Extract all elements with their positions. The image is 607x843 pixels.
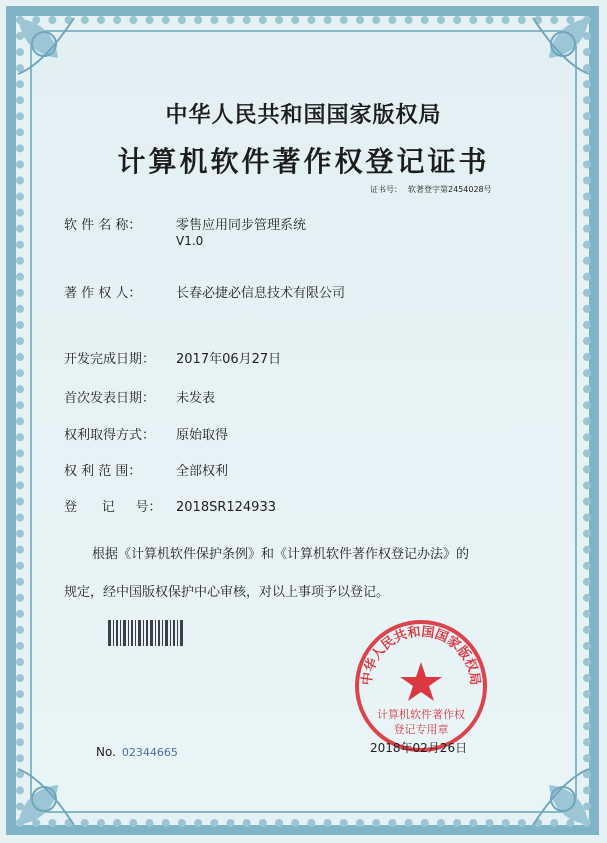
certificate-title: 计算机软件著作权登记证书	[117, 145, 490, 178]
seal-outer-text: 中华人民共和国国家版权局	[359, 624, 483, 687]
official-seal-icon	[353, 618, 489, 754]
serial-number	[96, 745, 178, 759]
field-label: 著 作 权 人：	[64, 286, 142, 301]
statement-line-2: 规定，经中国版权保护中心审核，对以上事项予以登记。	[64, 585, 390, 600]
field-value: 全部权利	[176, 464, 229, 479]
field-value: 原始取得	[176, 428, 229, 443]
field-value: 未发表	[176, 391, 216, 406]
field-value: 零售应用同步管理系统	[176, 218, 307, 233]
barcode-icon	[108, 620, 184, 646]
serial-number-value: 02344665	[121, 746, 178, 759]
certificate-number	[370, 184, 498, 195]
statement-line-1: 根据《计算机软件保护条例》和《计算机软件著作权登记办法》的	[92, 547, 470, 562]
field-acquisition-method	[64, 424, 228, 443]
certificate-number-value: 软著登字第2454028号	[408, 185, 492, 194]
field-label: 登 记 号：	[64, 500, 162, 515]
field-software-name	[64, 214, 306, 233]
field-value: 长春必捷必信息技术有限公司	[176, 286, 346, 301]
field-label: 首次发表日期：	[64, 391, 156, 406]
field-copyright-owner	[64, 282, 345, 301]
certificate-number-label: 证书号：	[370, 185, 402, 194]
field-label: 软 件 名 称：	[64, 218, 142, 233]
issuing-office: 中华人民共和国国家版权局	[165, 103, 442, 128]
seal-inner-line-2: 登记专用章	[393, 723, 449, 736]
corner-ornament-icon	[509, 745, 593, 829]
corner-ornament-icon	[509, 14, 593, 98]
corner-ornament-icon	[14, 14, 98, 98]
field-label: 权利取得方式：	[64, 428, 156, 443]
field-label: 权 利 范 围：	[64, 464, 142, 479]
field-value: 2018SR124933	[176, 500, 276, 515]
field-rights-scope	[64, 460, 228, 479]
field-completion-date	[64, 348, 281, 367]
corner-ornament-icon	[14, 745, 98, 829]
field-first-publication	[64, 387, 215, 406]
serial-number-label: No.	[96, 745, 116, 759]
field-value: 2017年06月27日	[176, 352, 282, 367]
field-registration-number	[64, 496, 276, 515]
software-version: V1.0	[176, 234, 204, 248]
seal-inner-line-1: 计算机软件著作权	[377, 708, 465, 721]
issue-date: 2018年02月26日	[370, 741, 468, 755]
field-label: 开发完成日期：	[64, 352, 156, 367]
